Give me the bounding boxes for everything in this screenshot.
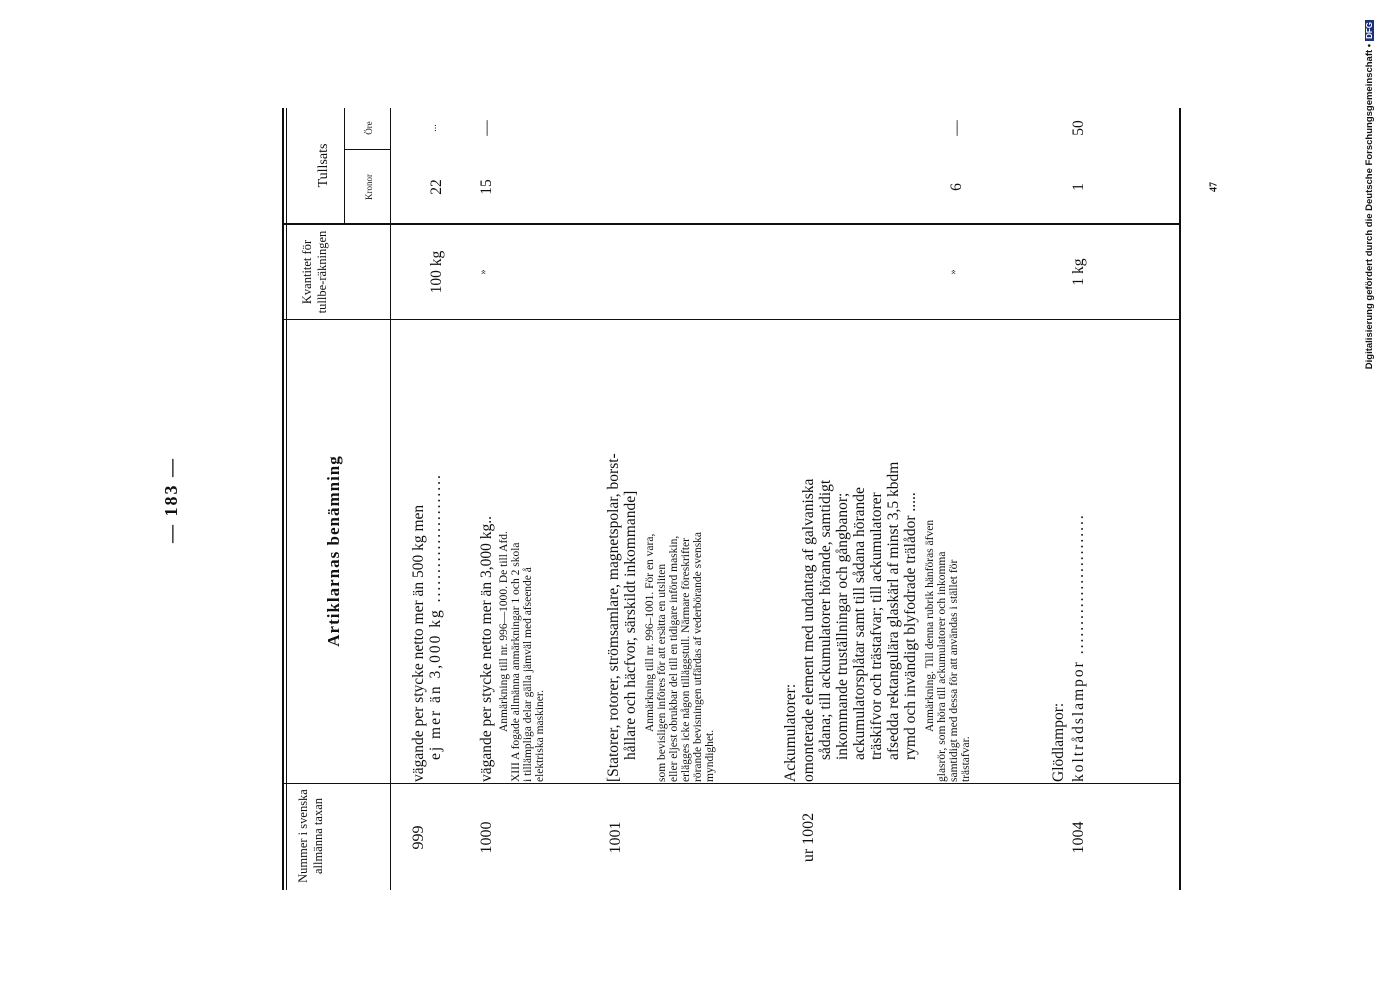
col-sep-number bbox=[282, 783, 1181, 784]
row-1001-article-line1: [Statorer, rotorer, strömsamlare, magnetspolar, borst- bbox=[605, 453, 622, 782]
header-bottom-rule bbox=[390, 108, 391, 890]
row-1001-article bbox=[605, 320, 639, 782]
row-1002-article-line4: ackumulatorsplåtar samt till sådana hörande bbox=[851, 487, 868, 760]
row-999-article bbox=[410, 320, 444, 782]
row-1002-article-line2: sådana; till ackumulatorer hörande, samtidigt bbox=[817, 479, 834, 760]
dfg-logo: DFG bbox=[1365, 22, 1374, 39]
row-1001-note-line1: Anmärkning till nr. 996–1001. För en vara, bbox=[644, 533, 656, 732]
row-1004-article-line1: koltrådslampor ........................ bbox=[1070, 513, 1087, 782]
row-1002-note-line3: samtidigt med dessa för att användas i stället för bbox=[948, 559, 960, 782]
header-number: Nummer i svenska allmänna taxan bbox=[296, 789, 325, 883]
row-1002-note-line2: glasrör, som höra till ackumulatorer och inkomma bbox=[936, 551, 948, 782]
page-number bbox=[150, 435, 196, 565]
row-1002-note bbox=[924, 320, 972, 782]
table-top-rule-second bbox=[286, 108, 287, 890]
row-999-kronor: 22 bbox=[428, 179, 445, 195]
row-1002-number: ur 1002 bbox=[800, 812, 817, 863]
row-999-article-line1: vägande per stycke netto mer än 500 kg men bbox=[410, 504, 427, 782]
signature-mark bbox=[1205, 172, 1223, 202]
page-number-text: — 183 — bbox=[161, 457, 181, 543]
row-1002-article-line1: omonterade element med undantag af galvaniska bbox=[800, 478, 817, 782]
row-1001-note-line3: eller eljest obrukbar del till en tidigare införd maskin, bbox=[668, 535, 680, 782]
row-1004-ore: 50 bbox=[1070, 120, 1087, 136]
row-1001-note-line2: som bevisligen införes för att ersätta en utsliten bbox=[656, 563, 668, 782]
row-1004-number: 1004 bbox=[1070, 821, 1087, 854]
row-1000-quantity: » bbox=[478, 269, 489, 275]
row-1001-number: 1001 bbox=[607, 821, 624, 854]
header-kronor: Kronor bbox=[364, 174, 374, 200]
row-999-article-line2: ej mer än 3,000 kg ...................... bbox=[427, 473, 444, 760]
row-1002-article-line3: inkommande truställningar och gångbanor; bbox=[834, 492, 851, 760]
row-1002-article-line5: träskifvor och trästafvar; till ackumulatorer bbox=[868, 492, 885, 760]
row-1002-ore: — bbox=[948, 120, 965, 136]
tariff-subheader-rule bbox=[344, 108, 345, 223]
header-ore: Öre bbox=[364, 121, 374, 135]
row-1002-article-line6: afsedda rektangulära glaskärl af minst 3,5 kbdm bbox=[885, 461, 902, 760]
row-1000-note-line1: Anmärkning till nr. 996—1000. De till Afd. bbox=[498, 531, 510, 732]
row-999-quantity: 100 kg bbox=[428, 250, 445, 294]
row-1002-quantity: » bbox=[948, 269, 959, 275]
row-1001-note-line4: erlägges icke någon tilläggstull. Närmare föreskrifter bbox=[680, 538, 692, 782]
header-tariff: Tullsats bbox=[316, 143, 331, 188]
row-1004-kronor: 1 bbox=[1070, 183, 1087, 191]
digitization-note bbox=[1360, 20, 1382, 400]
row-1000-article: vägande per stycke netto mer än 3,000 kg.. bbox=[478, 516, 495, 782]
row-1004-quantity: 1 kg bbox=[1070, 258, 1087, 286]
row-1001-article-line2: hållare och häcfvor, särskildt inkommande] bbox=[622, 490, 639, 760]
row-1002-article bbox=[800, 320, 919, 782]
signature-text: 47 bbox=[1208, 182, 1220, 192]
row-999-number: 999 bbox=[410, 825, 427, 850]
col-sep-quantity bbox=[282, 223, 1181, 225]
row-1000-note-line3: i tillämpliga delar gälla jämväl med afseende å bbox=[522, 567, 534, 782]
row-1000-kronor: 15 bbox=[478, 179, 495, 195]
row-1000-ore: — bbox=[478, 120, 495, 136]
section-glodlampor: Glödlampor: bbox=[1050, 702, 1067, 782]
tariff-table bbox=[282, 108, 1182, 890]
digitization-note-text: Digitalisierung gefördert durch die Deutsche Forschungsgemeinschaft • bbox=[1364, 43, 1375, 370]
row-1001-note-line5: rörande bevisningen utfärdas af vederbörande svenska bbox=[692, 531, 704, 782]
row-1001-note bbox=[644, 320, 716, 782]
row-1000-number: 1000 bbox=[478, 821, 495, 854]
row-1000-note-line2: XIII A fogade allmänna anmärkningar 1 och 2 skola bbox=[510, 542, 522, 782]
row-1002-article-line7: rymd och invändigt blyfodrade trälådor ..... bbox=[902, 492, 919, 760]
section-ackumulatorer: Ackumulatorer: bbox=[782, 683, 799, 782]
row-1002-note-line4: trästafvar. bbox=[960, 736, 972, 782]
row-1000-note bbox=[498, 320, 546, 782]
table-top-rule bbox=[282, 108, 284, 890]
row-1002-kronor: 6 bbox=[948, 183, 965, 191]
col-sep-kronor bbox=[344, 149, 390, 150]
table-bottom-rule bbox=[1179, 108, 1181, 890]
header-quantity: Kvantitet för tullbe-räkningen bbox=[300, 230, 329, 314]
row-1004-article bbox=[1070, 320, 1087, 782]
row-1000-note-line4: elektriska maskiner. bbox=[534, 690, 546, 782]
row-1001-note-line6: myndighet. bbox=[704, 729, 716, 782]
header-article: Artiklarnas benämning bbox=[324, 455, 343, 647]
row-999-ore: ... bbox=[428, 124, 439, 132]
row-1002-note-line1: Anmärkning. Till denna rubrik hänföras äfven bbox=[924, 519, 936, 732]
